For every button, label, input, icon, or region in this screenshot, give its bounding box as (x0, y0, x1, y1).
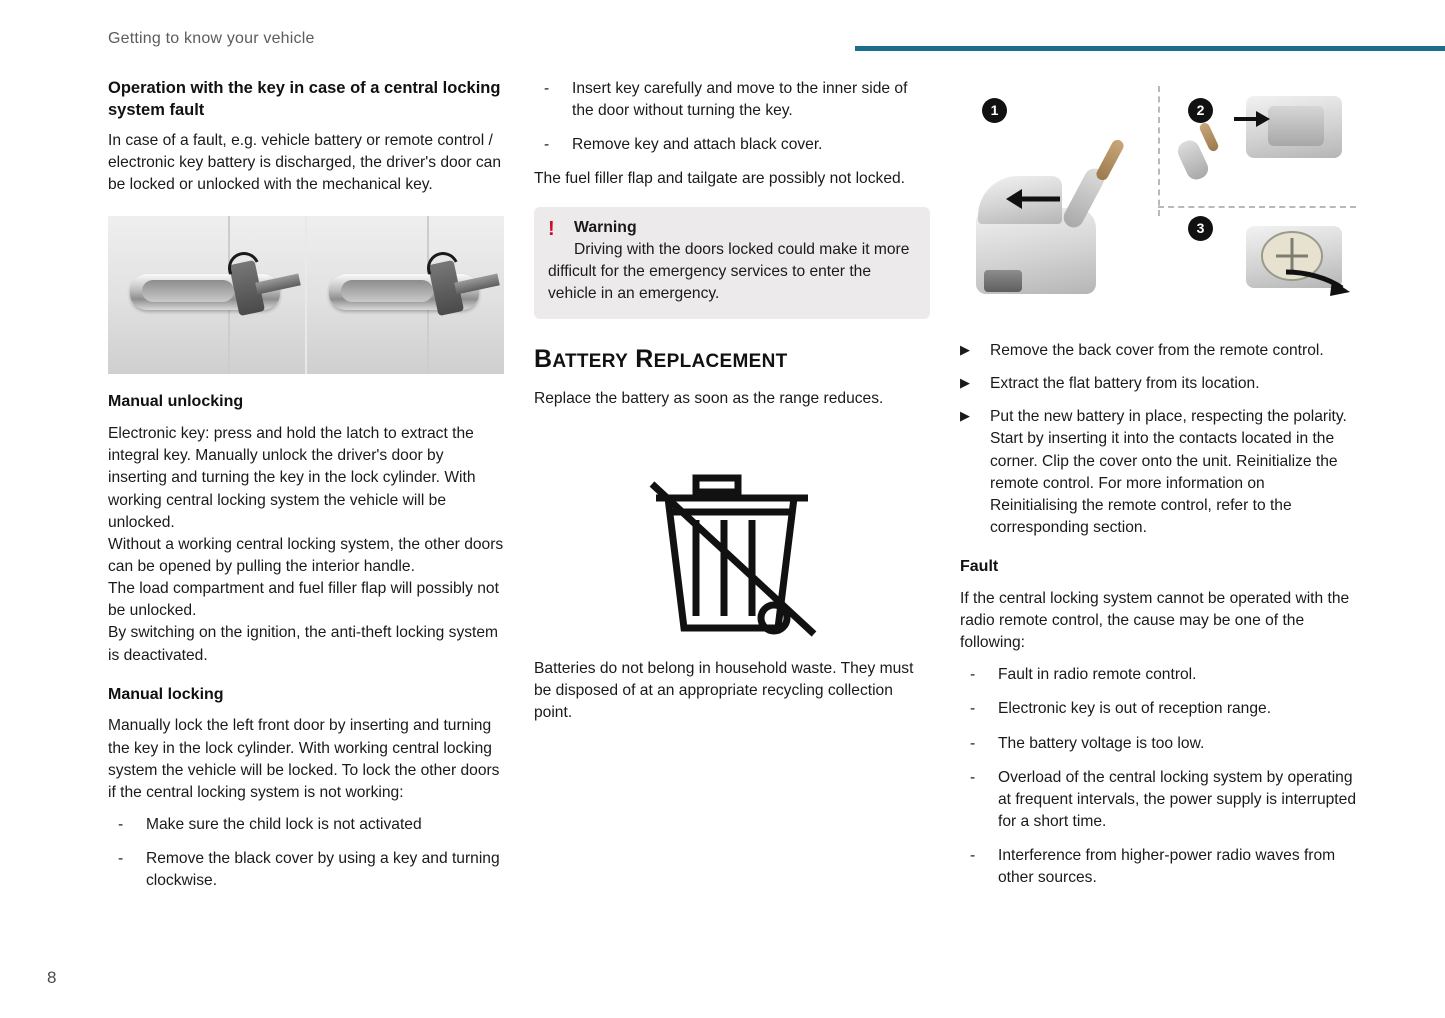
battery-intro: Replace the battery as soon as the range reduces. (534, 389, 884, 407)
title-part-2: ATTERY (552, 350, 629, 372)
screwdriver-shaft (1094, 138, 1125, 182)
manual-unlocking-paragraph-1: Electronic key: press and hold the latch to extract the integral key. Manually unlock the driver's door by inserting and turning the key in the lock cylinder. With working central locking system the vehicle will be unlocked. (108, 425, 476, 531)
warning-box (534, 207, 930, 319)
insert-battery-arrow-icon (1282, 266, 1352, 300)
warning-label: Warning (574, 218, 637, 236)
step-badge-3: 3 (1188, 216, 1213, 241)
exclamation-icon: ! (548, 217, 555, 240)
door-lower-band (307, 302, 504, 374)
remote-control-tip (984, 270, 1022, 292)
list-item-text: Interference from higher-power radio waves from other sources. (998, 847, 1336, 887)
section-title-battery-replacement (534, 345, 930, 374)
fault-intro: If the central locking system cannot be operated with the radio remote control, the cause may be one of the following: (960, 589, 1350, 652)
list-item (960, 698, 1356, 720)
door-handle-hollow (142, 280, 234, 302)
remote-control-battery-replacement-illustration (960, 78, 1356, 328)
key-steps-list (534, 78, 930, 156)
dash-bullet: - (544, 136, 550, 154)
step-badge-2: 2 (1188, 98, 1213, 123)
column-left (108, 78, 504, 904)
list-item-text: Put the new battery in place, respecting the polarity. Start by inserting it into the contacts located in the corner. Clip the cover onto the unit. Reinitialize the remote control. For more information on Reinitialising the remote control, refer to the corresponding section. (990, 408, 1347, 536)
list-item (960, 664, 1356, 686)
subheading-manual-unlocking: Manual unlocking (108, 393, 244, 411)
fuel-flap-note: The fuel filler flap and tailgate are possibly not locked. (534, 170, 905, 188)
page-header (0, 30, 1445, 62)
list-item-text: Insert key carefully and move to the inner side of the door without turning the key. (572, 80, 908, 120)
door-illustration-right (307, 216, 504, 374)
list-item (960, 373, 1356, 395)
manual-locking-list (108, 814, 504, 892)
list-item (960, 767, 1356, 833)
list-item (960, 340, 1356, 362)
list-item-text: Electronic key is out of reception range. (998, 700, 1272, 718)
recycle-bin-svg (638, 468, 828, 648)
list-item-text: Remove the back cover from the remote control. (990, 342, 1324, 359)
subheading-fault: Fault (960, 558, 999, 576)
header-title: Getting to know your vehicle (108, 30, 315, 47)
figure-divider-horizontal (1158, 206, 1356, 208)
manual-unlocking-paragraph-3: The load compartment and fuel filler flap will possibly not be unlocked. (108, 580, 499, 620)
arrow-bullet-icon: ▶ (960, 342, 970, 357)
title-part-3: R (635, 344, 654, 373)
dash-bullet: - (118, 850, 124, 868)
manual-locking-paragraph-1: Manually lock the left front door by inserting and turning the key in the lock cylinder. With working central locking system the vehicle will be locked. To lock the other doors if the central locking system is not working: (108, 717, 500, 801)
section-heading-key-operation: Operation with the key in case of a central locking system fault (108, 79, 501, 119)
manual-unlocking-paragraph-2: Without a working central locking system, the other doors can be opened by pulling the interior handle. (108, 535, 504, 575)
open-arrow-icon (1004, 186, 1064, 212)
column-middle (534, 78, 930, 725)
list-item-text: Remove the black cover by using a key and turning clockwise. (146, 850, 500, 890)
figure-divider-vertical (1158, 86, 1160, 216)
page-number: 8 (47, 968, 57, 987)
list-item (534, 78, 930, 122)
list-item-text: Fault in radio remote control. (998, 666, 1197, 684)
crossed-out-wheelie-bin-icon (534, 468, 930, 658)
battery-disposal-text: Batteries do not belong in household waste. They must be disposed of at an appropriate recycling collection point. (534, 660, 914, 722)
battery-compartment (1268, 106, 1324, 146)
dash-bullet: - (118, 816, 124, 833)
battery-steps-list (960, 340, 1356, 539)
list-item (960, 406, 1356, 539)
title-part-4: EPLACEMENT (653, 350, 788, 372)
list-item (108, 814, 504, 836)
list-item (534, 134, 930, 156)
arrow-bullet-icon: ▶ (960, 408, 970, 424)
insert-arrow-icon (1232, 108, 1272, 130)
dash-bullet: - (970, 700, 976, 718)
dash-bullet: - (970, 666, 976, 684)
list-item-text: Remove key and attach black cover. (572, 136, 823, 154)
dash-bullet: - (970, 768, 976, 786)
manual-unlocking-paragraph-4: By switching on the ignition, the anti-theft locking system is deactivated. (108, 624, 499, 664)
list-item-text: Overload of the central locking system by operating at frequent intervals, the power supply is interrupted for a short time. (998, 768, 1356, 831)
fault-causes-list (960, 664, 1356, 889)
dash-bullet: - (970, 847, 976, 865)
warning-text: Driving with the doors locked could make it more difficult for the emergency services to enter the vehicle in an emergency. (548, 240, 910, 302)
dash-bullet: - (970, 734, 976, 752)
door-handle-with-key-illustration (108, 216, 504, 374)
dash-bullet: - (544, 80, 550, 97)
list-item-text: Make sure the child lock is not activated (146, 816, 422, 833)
header-accent-rule (855, 46, 1445, 51)
door-lower-band (108, 302, 305, 374)
subheading-manual-locking: Manual locking (108, 685, 224, 703)
title-part-1: B (534, 344, 553, 373)
screwdriver-shaft-2 (1198, 121, 1220, 152)
list-item (960, 733, 1356, 755)
intro-paragraph: In case of a fault, e.g. vehicle battery or remote control / electronic key battery is discharged, the driver's door can be locked or unlocked with the mechanical key. (108, 131, 502, 194)
list-item (108, 848, 504, 892)
arrow-bullet-icon: ▶ (960, 375, 970, 391)
step-badge-1: 1 (982, 98, 1007, 123)
door-handle-hollow (341, 280, 433, 302)
list-item-text: The battery voltage is too low. (998, 734, 1205, 752)
list-item (960, 845, 1356, 889)
list-item-text: Extract the flat battery from its location. (990, 375, 1260, 393)
column-right (960, 78, 1356, 901)
door-illustration-left (108, 216, 305, 374)
